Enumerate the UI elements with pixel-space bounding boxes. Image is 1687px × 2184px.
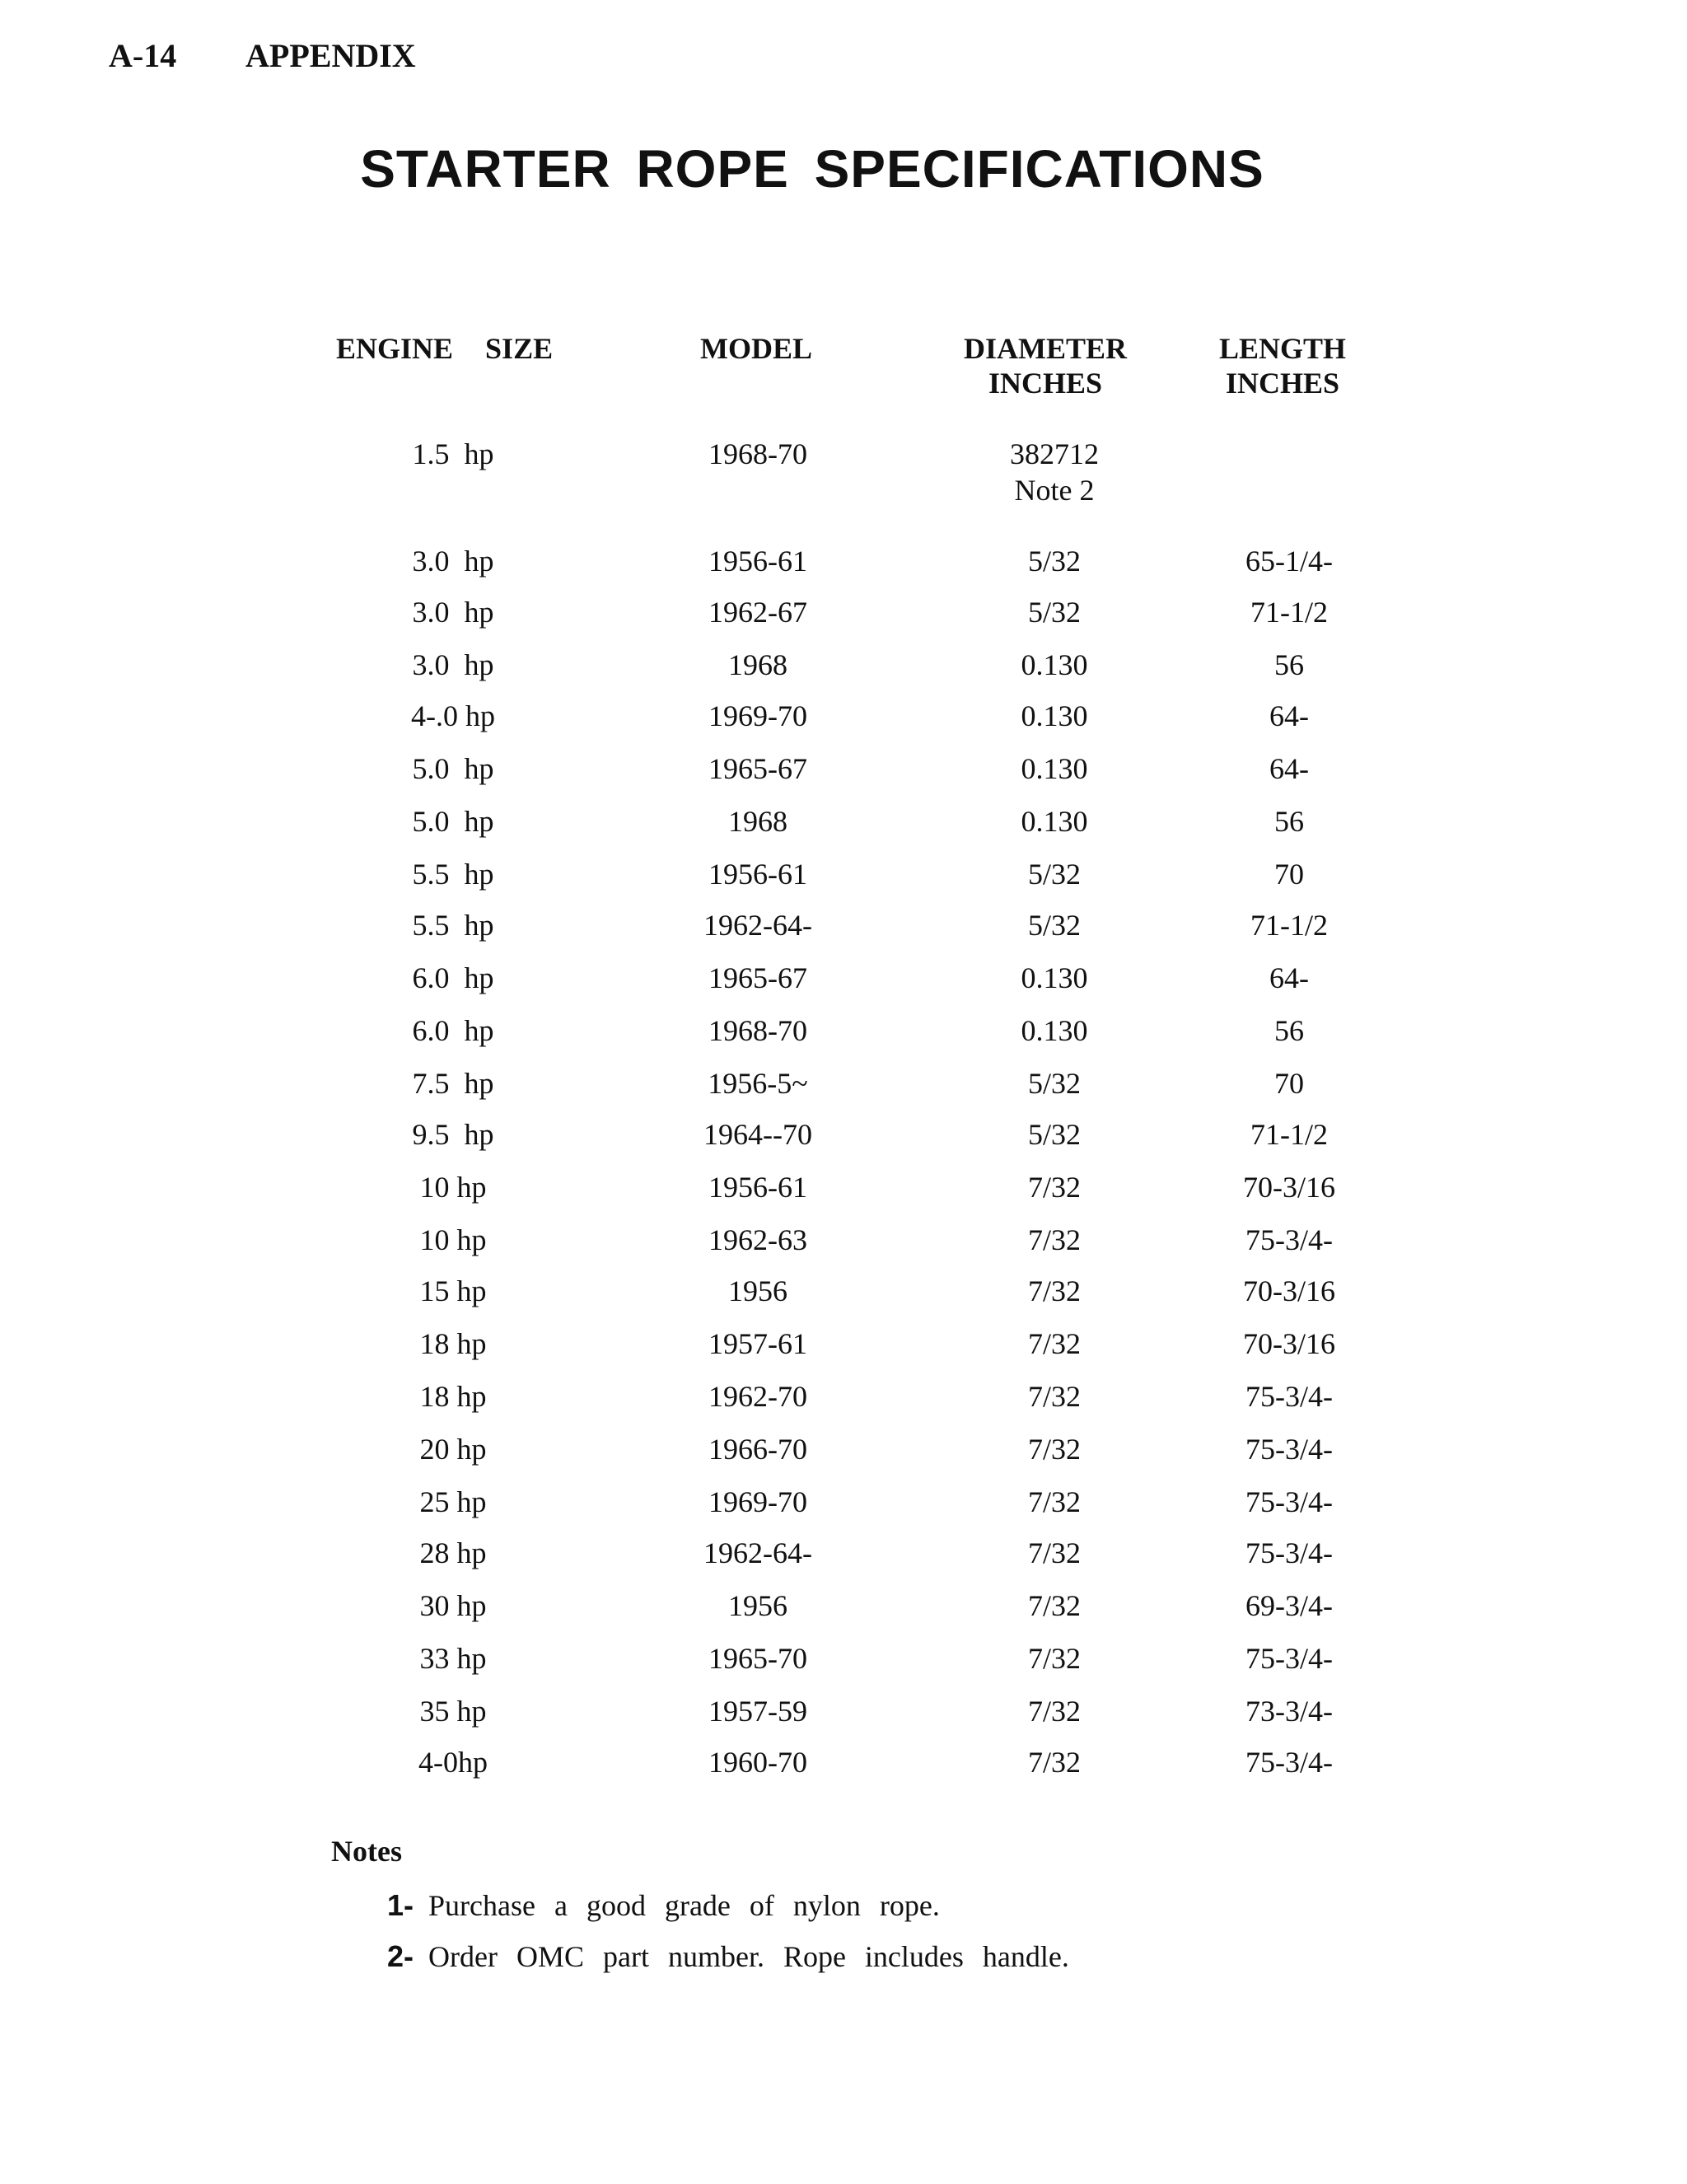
- length-cell: 75-3/4-: [1245, 1380, 1333, 1413]
- model-cell: 1966-70: [708, 1433, 807, 1466]
- model-cell: 1962-67: [708, 596, 807, 629]
- length-cell: 71-1/2: [1250, 1118, 1328, 1151]
- diameter-cell: 382712: [1010, 437, 1099, 470]
- diameter-cell: 7/32: [1027, 1433, 1081, 1466]
- page-header: [109, 36, 416, 75]
- model-cell: 1965-67: [708, 752, 807, 785]
- column-header-engine-size: ENGINE SIZE: [336, 332, 554, 365]
- length-cell: 70-3/16: [1243, 1274, 1335, 1307]
- note-number: 2-: [387, 1939, 414, 1973]
- engine-size-cell: 30 hp: [419, 1589, 487, 1622]
- engine-size-cell: 10 hp: [419, 1223, 487, 1256]
- length-cell: 70-3/16: [1243, 1171, 1335, 1204]
- model-cell: 1956: [728, 1274, 787, 1307]
- diameter-cell: 0.130: [1021, 699, 1088, 732]
- length-cell: 70: [1274, 858, 1304, 891]
- diameter-cell: 0.130: [1021, 1014, 1088, 1047]
- note-item: [387, 1939, 1069, 1974]
- table-row: [0, 1013, 1687, 1055]
- length-cell: 71-1/2: [1250, 596, 1328, 629]
- model-cell: 1960-70: [708, 1746, 807, 1779]
- length-cell: 75-3/4-: [1245, 1642, 1333, 1675]
- table-row: [0, 1641, 1687, 1682]
- page-title: STARTER ROPE SPECIFICATIONS: [360, 139, 1264, 199]
- table-row: [0, 857, 1687, 898]
- length-cell: 64-: [1269, 699, 1309, 732]
- table-row: [0, 1326, 1687, 1368]
- diameter-cell: 7/32: [1027, 1223, 1081, 1256]
- engine-size-cell: 3.0 hp: [412, 596, 494, 629]
- page-number: A-14: [109, 37, 177, 74]
- engine-size-cell: 5.0 hp: [412, 752, 494, 785]
- table-row: [0, 1432, 1687, 1473]
- table-row: [0, 648, 1687, 689]
- notes-title: Notes: [331, 1835, 402, 1868]
- diameter-cell: 7/32: [1027, 1274, 1081, 1307]
- diameter-cell: 5/32: [1027, 858, 1081, 891]
- length-cell: 75-3/4-: [1245, 1485, 1333, 1518]
- model-cell: 1956-61: [708, 1171, 807, 1204]
- engine-size-cell: 35 hp: [419, 1695, 487, 1728]
- table-row: [0, 699, 1687, 740]
- table-row: [0, 437, 1687, 507]
- model-cell: 1965-67: [708, 961, 807, 994]
- engine-size-cell: 18 hp: [419, 1327, 487, 1360]
- diameter-cell: 7/32: [1027, 1536, 1081, 1569]
- table-row: [0, 751, 1687, 793]
- diameter-note: Note 2: [1014, 474, 1095, 507]
- engine-size-cell: 10 hp: [419, 1171, 487, 1204]
- model-cell: 1968-70: [708, 437, 807, 470]
- section-name: APPENDIX: [245, 37, 416, 74]
- length-cell: 75-3/4-: [1245, 1746, 1333, 1779]
- model-cell: 1965-70: [708, 1642, 807, 1675]
- table-row: [0, 1745, 1687, 1786]
- engine-size-cell: 4-0hp: [418, 1746, 488, 1779]
- note-text: Purchase a good grade of nylon rope.: [428, 1889, 940, 1922]
- table-row: [0, 1588, 1687, 1630]
- length-cell: 71-1/2: [1250, 909, 1328, 942]
- diameter-cell: 5/32: [1027, 1118, 1081, 1151]
- diameter-cell: 7/32: [1027, 1589, 1081, 1622]
- table-row: [0, 544, 1687, 585]
- model-cell: 1962-64-: [703, 909, 812, 942]
- length-cell: 70-3/16: [1243, 1327, 1335, 1360]
- engine-size-cell: 3.0 hp: [412, 648, 494, 681]
- model-cell: 1956-61: [708, 545, 807, 578]
- note-text: Order OMC part number. Rope includes handle.: [428, 1940, 1069, 1973]
- length-cell: 70: [1274, 1067, 1304, 1100]
- engine-size-cell: 6.0 hp: [412, 961, 494, 994]
- length-cell: 75-3/4-: [1245, 1433, 1333, 1466]
- diameter-cell: 5/32: [1027, 545, 1081, 578]
- diameter-cell: 0.130: [1021, 752, 1088, 785]
- diameter-cell: 5/32: [1027, 1067, 1081, 1100]
- diameter-cell: 5/32: [1027, 909, 1081, 942]
- table-row: [0, 595, 1687, 636]
- diameter-cell: 7/32: [1027, 1171, 1081, 1204]
- diameter-cell: 7/32: [1027, 1695, 1081, 1728]
- engine-size-cell: 18 hp: [419, 1380, 487, 1413]
- model-cell: 1968: [728, 648, 787, 681]
- diameter-cell: 7/32: [1027, 1380, 1081, 1413]
- model-cell: 1962-63: [708, 1223, 807, 1256]
- length-cell: 69-3/4-: [1245, 1589, 1333, 1622]
- engine-size-cell: 9.5 hp: [412, 1118, 494, 1151]
- engine-size-cell: 3.0 hp: [412, 545, 494, 578]
- diameter-cell: 0.130: [1021, 961, 1088, 994]
- engine-size-cell: 7.5 hp: [412, 1067, 494, 1100]
- model-cell: 1968: [728, 805, 787, 838]
- length-cell: 56: [1274, 805, 1304, 838]
- table-row: [0, 1274, 1687, 1315]
- model-cell: 1957-61: [708, 1327, 807, 1360]
- model-cell: 1962-64-: [703, 1536, 812, 1569]
- length-cell: 64-: [1269, 961, 1309, 994]
- length-cell: 56: [1274, 648, 1304, 681]
- length-cell: 64-: [1269, 752, 1309, 785]
- table-row: [0, 961, 1687, 1002]
- model-cell: 1969-70: [708, 1485, 807, 1518]
- table-row: [0, 1223, 1687, 1264]
- engine-size-cell: 6.0 hp: [412, 1014, 494, 1047]
- length-cell: 65-1/4-: [1245, 545, 1333, 578]
- diameter-cell: 0.130: [1021, 648, 1088, 681]
- model-cell: 1969-70: [708, 699, 807, 732]
- model-cell: 1962-70: [708, 1380, 807, 1413]
- table-row: [0, 1536, 1687, 1577]
- column-header-length: LENGTH INCHES: [1219, 332, 1347, 400]
- diameter-cell: 5/32: [1027, 596, 1081, 629]
- model-cell: 1956: [728, 1589, 787, 1622]
- table-row: [0, 1694, 1687, 1735]
- diameter-cell: 0.130: [1021, 805, 1088, 838]
- diameter-cell: 7/32: [1027, 1746, 1081, 1779]
- length-cell: 73-3/4-: [1245, 1695, 1333, 1728]
- length-cell: 75-3/4-: [1245, 1223, 1333, 1256]
- engine-size-cell: 5.5 hp: [412, 858, 494, 891]
- table-row: [0, 908, 1687, 949]
- engine-size-cell: 5.5 hp: [412, 909, 494, 942]
- engine-size-cell: 20 hp: [419, 1433, 487, 1466]
- diameter-cell: 7/32: [1027, 1642, 1081, 1675]
- table-row: [0, 1117, 1687, 1158]
- model-cell: 1956-61: [708, 858, 807, 891]
- table-row: [0, 1170, 1687, 1211]
- note-item: [387, 1888, 940, 1923]
- model-cell: 1957-59: [708, 1695, 807, 1728]
- engine-size-cell: 15 hp: [419, 1274, 487, 1307]
- engine-size-cell: 5.0 hp: [412, 805, 494, 838]
- engine-size-cell: 28 hp: [419, 1536, 487, 1569]
- table-row: [0, 804, 1687, 845]
- length-cell: 75-3/4-: [1245, 1536, 1333, 1569]
- note-number: 1-: [387, 1888, 414, 1922]
- engine-size-cell: 4-.0 hp: [411, 699, 495, 732]
- table-row: [0, 1485, 1687, 1526]
- model-cell: 1956-5~: [708, 1067, 808, 1100]
- model-cell: 1968-70: [708, 1014, 807, 1047]
- diameter-cell: 7/32: [1027, 1327, 1081, 1360]
- diameter-cell: 7/32: [1027, 1485, 1081, 1518]
- engine-size-cell: 25 hp: [419, 1485, 487, 1518]
- table-row: [0, 1379, 1687, 1420]
- engine-size-cell: 33 hp: [419, 1642, 487, 1675]
- model-cell: 1964--70: [703, 1118, 812, 1151]
- column-header-diameter: DIAMETER INCHES: [964, 332, 1128, 400]
- engine-size-cell: 1.5 hp: [412, 437, 494, 470]
- length-cell: 56: [1274, 1014, 1304, 1047]
- table-row: [0, 1066, 1687, 1107]
- column-header-model: MODEL: [700, 332, 813, 365]
